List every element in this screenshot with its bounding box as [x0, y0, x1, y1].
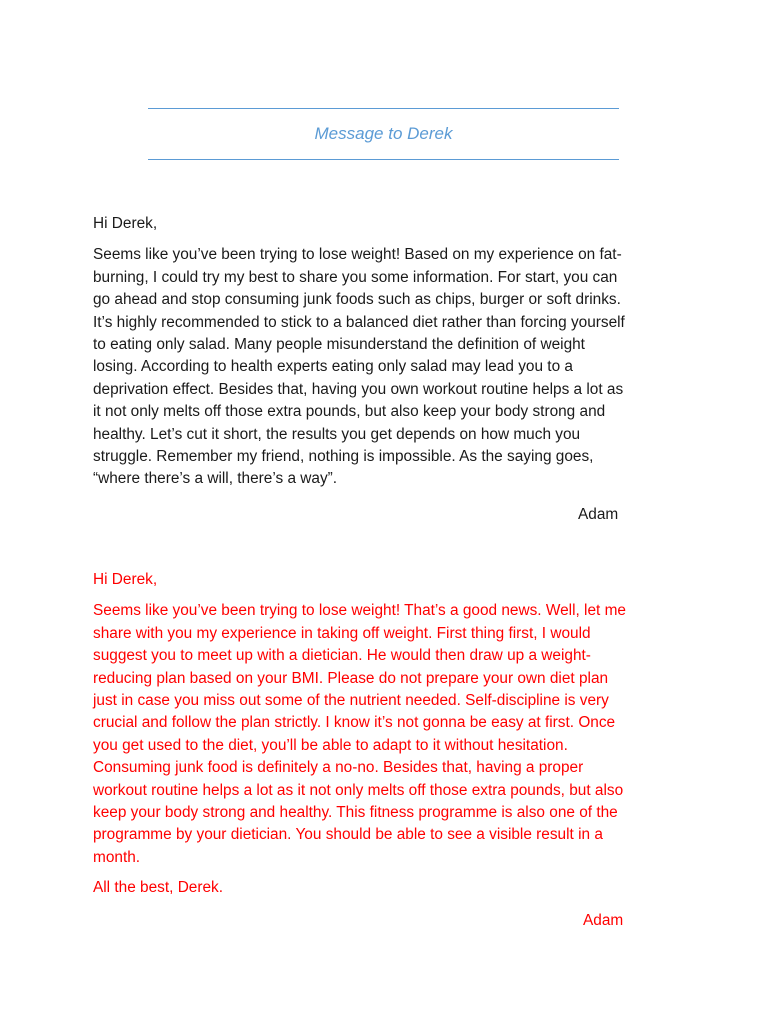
second-letter-greeting: Hi Derek, [93, 571, 158, 588]
first-letter [93, 213, 683, 491]
title-block [148, 108, 619, 160]
document-title: Message to Derek [314, 124, 453, 143]
first-letter-greeting: Hi Derek, [93, 215, 158, 232]
first-letter-body: Seems like you’ve been trying to lose weight! Based on my experience on fat- burning, I could try my best to share you some information. For start, you can go ahead and stop consuming junk foods such as chips, burger or soft drinks. It’s highly recommended to stick to a balanced diet rather than forcing yourself to eating only salad. Many people misunderstand the definition of weight losing. According to health experts eating only salad may lead you to a deprivation effect. Besides that, having you own workout routine helps a lot as it not only melts off those extra pounds, but also keep your body strong and healthy. Let’s cut it short, the results you get depends on how much you struggle. Remember my friend, nothing is impossible. As the saying goes, “where there’s a will, there’s a way”. [93, 246, 625, 488]
first-letter-signature: Adam [578, 506, 619, 523]
second-letter-body: Seems like you’ve been trying to lose weight! That’s a good news. Well, let me share with you my experience in taking off weight. First thing first, I would suggest you to meet up with a dietician. He would then draw up a weight- reducing plan based on your BMI. Please do not prepare your own diet plan just in case you miss out some of the nutrient needed. Self-discipline is very crucial and follow the plan strictly. I know it’s not gonna be easy at first. Once you get used to the diet, you’ll be able to adapt to it without hesitation. Consuming junk food is definitely a no-no. Besides that, having a proper workout routine helps a lot as it not only melts off those extra pounds, but also keep your body strong and healthy. This fitness programme is also one of the programme by your dietician. You should be able to see a visible result in a month. [93, 602, 626, 866]
second-letter [93, 569, 683, 900]
second-letter-closing: All the best, Derek. [93, 879, 224, 897]
second-letter-signature: Adam [583, 912, 624, 929]
